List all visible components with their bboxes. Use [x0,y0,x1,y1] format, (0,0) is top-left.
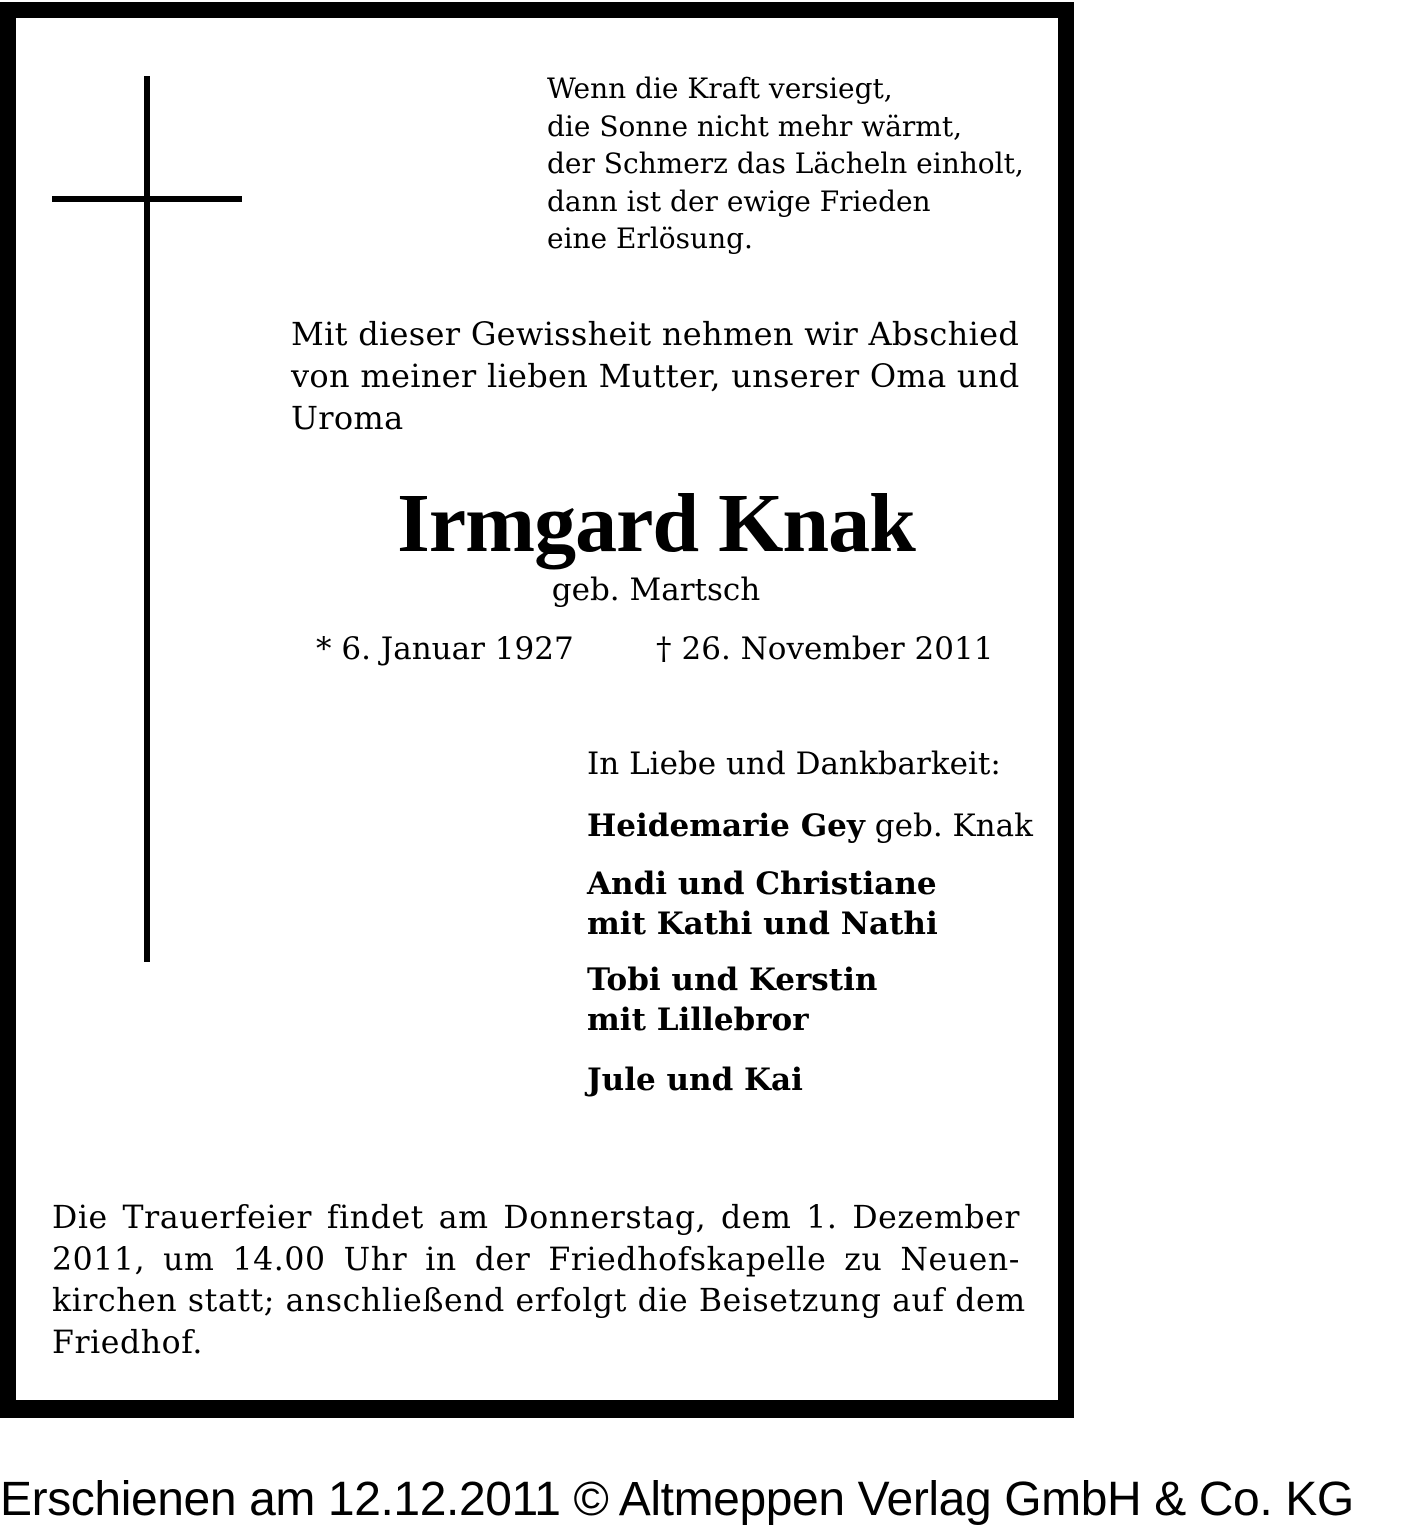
poem-line: dann ist der ewige Frieden [547,184,931,218]
service-line: Die Trauerfeier findet am Donnerstag, dem 1. Dezember [52,1200,1020,1236]
service-line: Friedhof. [52,1324,203,1361]
service-line: kirchen statt; anschließend erfolgt die Beisetzung auf dem [52,1283,1026,1319]
mourner-entry [587,864,938,944]
deceased-name: Irmgard Knak [397,477,915,570]
poem-line: Wenn die Kraft versiegt, [547,72,893,105]
death-date: 26. November 2011 [681,631,994,667]
mourner-name: mit Lillebror [587,1002,809,1038]
funeral-service-notice [52,1198,1026,1364]
mourner-name: Andi und Christiane [587,866,937,902]
mourner-name: Tobi und Kerstin [587,962,878,998]
farewell-intro [291,313,1031,439]
mourner-entry [587,806,1033,846]
mourner-entry [587,1060,803,1100]
poem [547,70,1024,258]
dagger-icon: † [656,631,672,667]
poem-line: der Schmerz das Lächeln einholt, [547,147,1024,180]
service-line: 2011, um 14.00 Uhr in der Friedhofskapelle zu Neuen- [52,1241,1020,1278]
mourner-name: mit Kathi und Nathi [587,906,938,942]
intro-line: Uroma [291,399,404,437]
death-date-line [656,629,993,669]
intro-line: Mit dieser Gewissheit nehmen wir Abschied [291,315,1020,353]
maiden-name: geb. Martsch [551,572,761,608]
intro-line: von meiner lieben Mutter, unserer Oma und [291,357,1020,395]
cross-icon-vertical-bar [144,76,150,962]
birth-date: * 6. Januar 1927 [316,631,574,667]
publication-footer: Erschienen am 12.12.2011 © Altmeppen Verlag GmbH & Co. KG [0,1473,1354,1526]
mourner-name: Heidemarie Gey [587,808,865,844]
mourners-heading: In Liebe und Dankbarkeit: [587,746,1001,782]
mourner-maiden-name: geb. Knak [874,808,1033,844]
mourner-name: Jule und Kai [587,1062,803,1098]
mourner-entry [587,960,877,1040]
poem-line: die Sonne nicht mehr wärmt, [547,109,962,143]
cross-icon-horizontal-bar [52,196,242,202]
poem-line: eine Erlösung. [547,222,753,255]
